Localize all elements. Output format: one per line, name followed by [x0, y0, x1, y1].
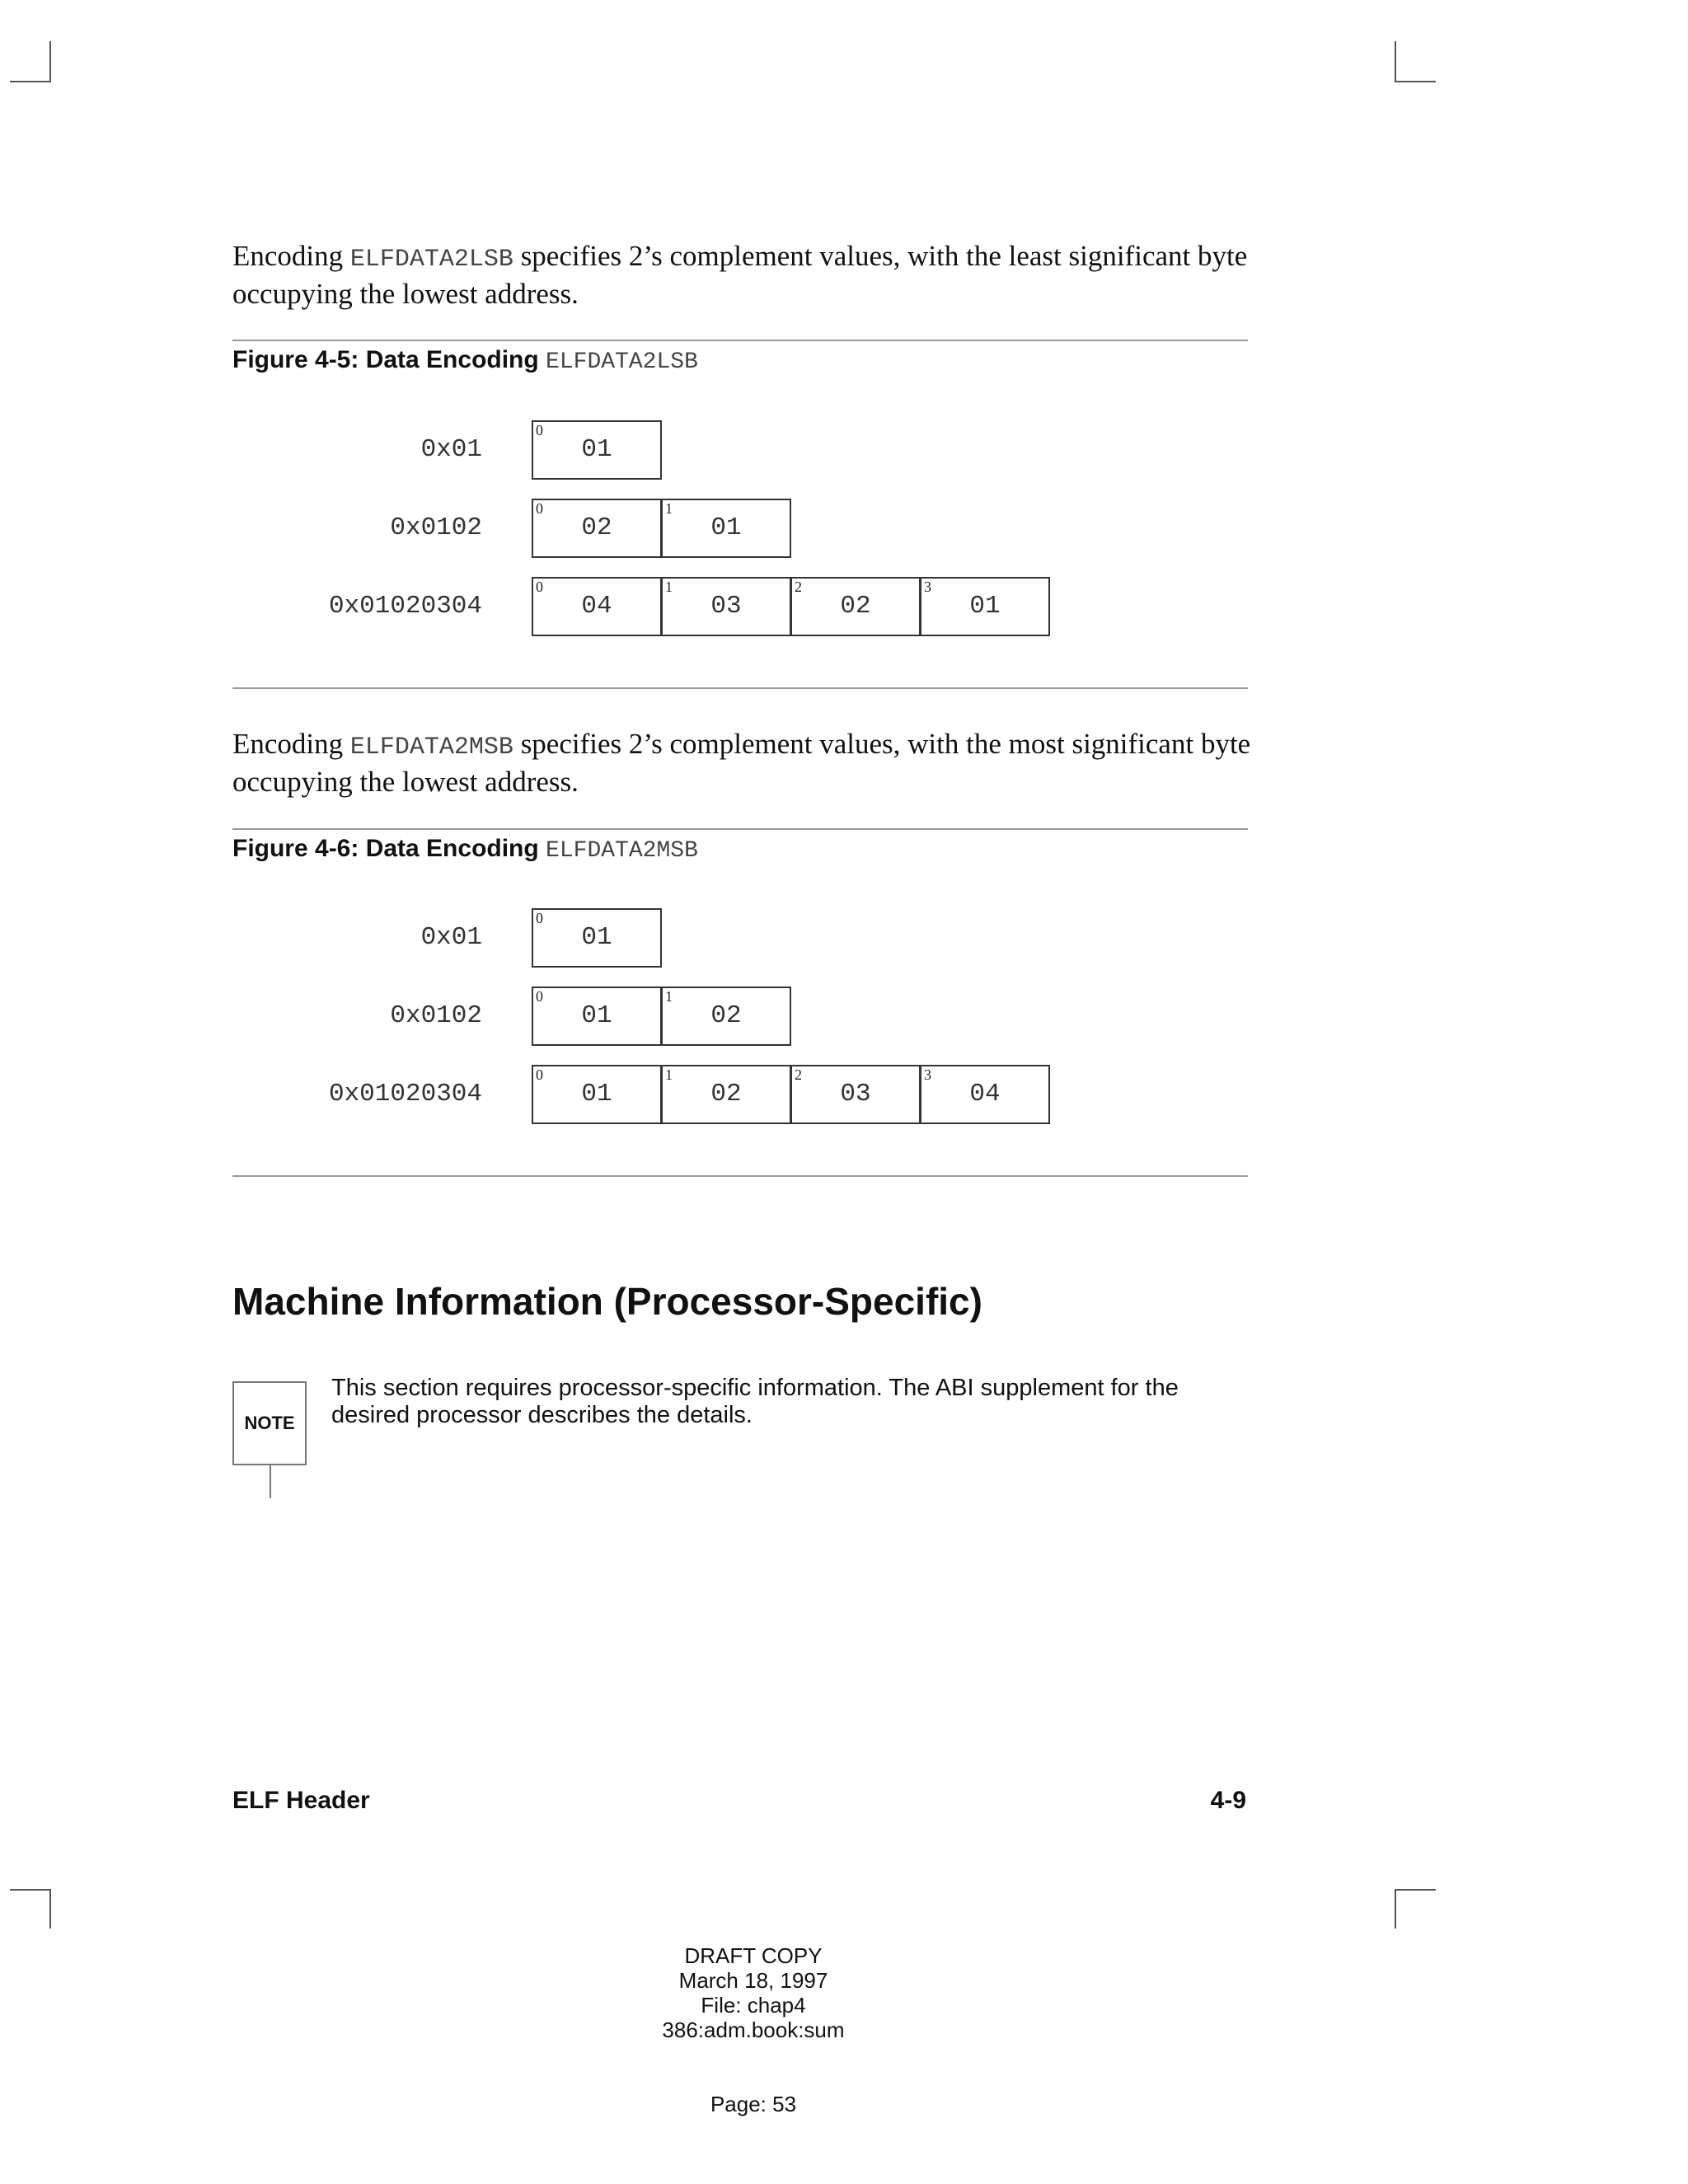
lsb-byte-index: 2: [795, 579, 802, 595]
msb-byte-cell: [661, 1065, 791, 1124]
lsb-byte-index: 0: [536, 422, 543, 438]
lsb-byte-value: 01: [710, 513, 742, 542]
footer-chapter-title: ELF Header: [232, 1787, 370, 1814]
msb-byte-value: 02: [710, 1001, 742, 1030]
lsb-byte-value: 01: [969, 592, 1001, 621]
msb-byte-value: 02: [710, 1080, 742, 1108]
draft-line-2: March 18, 1997: [678, 1968, 828, 1993]
lsb-row-label: 0x01: [420, 435, 482, 464]
msb-byte-cell: [920, 1065, 1050, 1124]
figure-4-6-caption-code: ELFDATA2MSB: [546, 838, 698, 864]
draft-stamp: [588, 1943, 918, 2042]
lsb-byte-value: 03: [710, 592, 742, 621]
msb-byte-index: 1: [665, 988, 673, 1005]
msb-byte-cell: [790, 1065, 921, 1124]
figure-4-5-top-rule: [232, 340, 1248, 341]
lsb-row-label: 0x0102: [390, 513, 482, 542]
draft-line-4: 386:adm.book:sum: [662, 2018, 845, 2042]
figure-4-6-caption-label: Figure 4-6: Data Encoding: [232, 835, 546, 862]
msb-row-label: 0x01: [420, 923, 482, 952]
draft-line-3: File: chap4: [701, 1993, 806, 2018]
crop-mark-bottom-right-v: [1395, 1889, 1396, 1929]
msb-byte-cell: [532, 1065, 662, 1124]
msb-byte-index: 0: [536, 910, 543, 926]
msb-byte-value: 01: [581, 1080, 612, 1108]
msb-byte-index: 1: [665, 1066, 673, 1083]
msb-byte-cell: [532, 908, 662, 968]
lsb-byte-cell: [920, 577, 1050, 636]
figure-4-5-caption: [232, 346, 698, 375]
figure-4-6-bottom-rule: [232, 1175, 1248, 1177]
msb-byte-value: 04: [969, 1080, 1001, 1108]
msb-byte-index: 3: [924, 1066, 931, 1083]
lsb-byte-cell: [532, 499, 662, 558]
lsb-byte-index: 0: [536, 500, 543, 517]
lsb-byte-value: 02: [581, 513, 612, 542]
crop-mark-top-right-h: [1395, 81, 1436, 82]
lsb-byte-cell: [532, 577, 662, 636]
msb-byte-cell: [532, 987, 662, 1046]
msb-byte-value: 03: [840, 1080, 871, 1108]
msb-byte-value: 01: [581, 1001, 612, 1030]
figure-4-5-caption-code: ELFDATA2LSB: [546, 349, 698, 375]
msb-row-label: 0x0102: [390, 1001, 482, 1030]
lsb-byte-value: 04: [581, 592, 612, 621]
lsb-byte-index: 0: [536, 579, 543, 595]
note-tail: [270, 1465, 271, 1498]
lsb-byte-cell: [661, 499, 791, 558]
lsb-byte-value: 02: [840, 592, 871, 621]
figure-4-6-caption: [232, 835, 698, 864]
lsb-byte-cell: [661, 577, 791, 636]
msb-byte-value: 01: [581, 923, 612, 952]
lsb-description-code: ELFDATA2LSB: [349, 246, 513, 274]
note-text: This section requires processor-specific information. The ABI supplement for the desired processor describes the details.: [331, 1375, 1179, 1428]
draft-page-number: Page: 53: [710, 2092, 797, 2116]
lsb-byte-index: 1: [665, 500, 673, 517]
crop-mark-top-left-h: [10, 81, 51, 82]
msb-description: [232, 727, 1254, 799]
draft-line-1: DRAFT COPY: [684, 1943, 823, 1968]
lsb-byte-value: 01: [581, 435, 612, 464]
crop-mark-top-right-v: [1395, 41, 1396, 82]
crop-mark-bottom-left-h: [10, 1889, 51, 1891]
lsb-description-pre: Encoding: [232, 240, 350, 272]
note-label: NOTE: [244, 1413, 295, 1433]
msb-byte-cell: [661, 987, 791, 1046]
msb-byte-index: 0: [536, 1066, 543, 1083]
msb-byte-index: 0: [536, 988, 543, 1005]
lsb-description-post: specifies 2’s complement values, with the least significant byte occupying the lowest address.: [232, 240, 1248, 310]
figure-4-6-top-rule: [232, 828, 1248, 830]
lsb-byte-cell: [790, 577, 921, 636]
msb-description-code: ELFDATA2MSB: [349, 733, 513, 762]
lsb-description: [232, 239, 1254, 311]
msb-description-post: specifies 2’s complement values, with the most significant byte occupying the lowest address.: [232, 728, 1251, 798]
crop-mark-bottom-left-v: [49, 1889, 51, 1929]
section-heading: Machine Information (Processor-Specific): [232, 1280, 982, 1323]
msb-byte-index: 2: [795, 1066, 802, 1083]
crop-mark-bottom-right-h: [1395, 1889, 1436, 1891]
lsb-byte-cell: [532, 420, 662, 480]
figure-4-5-caption-label: Figure 4-5: Data Encoding: [232, 346, 546, 373]
crop-mark-top-left-v: [49, 41, 51, 82]
msb-description-pre: Encoding: [232, 728, 350, 760]
msb-row-label: 0x01020304: [328, 1080, 482, 1108]
lsb-row-label: 0x01020304: [328, 592, 482, 621]
lsb-byte-index: 3: [924, 579, 931, 595]
note-box: [232, 1381, 307, 1465]
figure-4-5-bottom-rule: [232, 687, 1248, 689]
footer-page-number: 4-9: [1210, 1787, 1246, 1814]
lsb-byte-index: 1: [665, 579, 673, 595]
